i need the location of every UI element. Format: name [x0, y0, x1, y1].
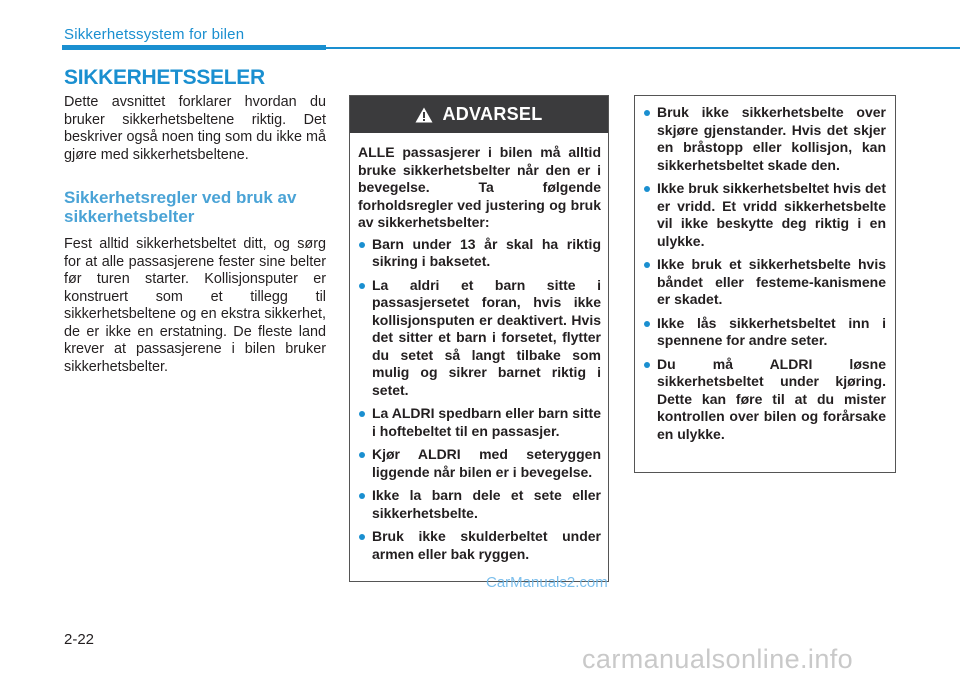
- list-item: Ikke la barn dele et sete eller sikkerhetsbelte.: [358, 487, 601, 522]
- list-item: Bruk ikke skulderbeltet under armen eller bak ryggen.: [358, 528, 601, 563]
- header-rule-thick: [62, 45, 326, 50]
- intro-column: [64, 94, 326, 376]
- header-rule-thin: [326, 47, 960, 49]
- warning-continued-box: [634, 95, 896, 473]
- list-item: Ikke bruk et sikkerhetsbelte hvis båndet eller festeme-kanismene er skadet.: [643, 256, 886, 309]
- intro-paragraph: Dette avsnittet forklarer hvordan du bruker sikkerhetsbeltene riktig. Det beskriver også noen ting som du ikke må gjøre med sikkerhetsbeltene.: [64, 94, 326, 163]
- list-item: La ALDRI spedbarn eller barn sitte i hoftebeltet til en passasjer.: [358, 405, 601, 440]
- list-item: Kjør ALDRI med seteryggen liggende når bilen er i bevegelse.: [358, 446, 601, 481]
- list-item: La aldri et barn sitte i passasjersetet foran, hvis ikke kollisjonsputen er deaktivert. Hvis det sitter et barn i forsetet, flytter du setet så langt tilbake som mulig og sikrer barnet riktig i setet.: [358, 277, 601, 400]
- warning-heading: ADVARSEL: [442, 104, 543, 124]
- list-item: Barn under 13 år skal ha riktig sikring i baksetet.: [358, 236, 601, 271]
- subsection-paragraph: Fest alltid sikkerhetsbeltet ditt, og sørg for at alle passasjerene fester sine belter før turen starter. Kollisjonsputer er konstruert som et tillegg til sikkerhetsbeltene og en ekstra sikkerhet, de er ikke en erstatning. De fleste land krever at passasjerene i bilen bruker sikkerhetsbelter.: [64, 236, 326, 375]
- page-number: 2-22: [64, 631, 95, 648]
- warning-intro: ALLE passasjerer i bilen må alltid bruke sikkerhetsbelter når den er i bevegelse. Ta følgende forholdsregler ved justering og bruk av sikkerhetsbelter:: [358, 144, 601, 230]
- warning-body: [350, 133, 608, 563]
- warning-box: [349, 95, 609, 582]
- list-item: Du må ALDRI løsne sikkerhetsbeltet under kjøring. Dette kan føre til at du mister kontrollen over bilen og forårsake en ulykke.: [643, 356, 886, 444]
- list-item: Ikke lås sikkerhetsbeltet inn i spennene for andre seter.: [643, 315, 886, 350]
- warning-triangle-icon: [415, 107, 433, 123]
- subsection-title: Sikkerhetsregler ved bruk av sikkerhetsbelter: [64, 188, 297, 226]
- list-item: Ikke bruk sikkerhetsbeltet hvis det er vridd. Et vridd sikkerhetsbelte vil ikke beskytte deg riktig i en ulykke.: [643, 180, 886, 250]
- continued-list: [643, 104, 886, 443]
- chapter-title: Sikkerhetssystem for bilen: [64, 26, 245, 43]
- section-title: SIKKERHETSSELER: [64, 66, 265, 89]
- warning-list: [358, 236, 601, 564]
- warning-header: [350, 96, 608, 133]
- list-item: Bruk ikke sikkerhetsbelte over skjøre gjenstander. Hvis det skjer en bråstopp eller kollisjon, kan sikkerhetsbeltet skade den.: [643, 104, 886, 174]
- watermark: CarManuals2.com: [486, 574, 608, 591]
- site-watermark: carmanualsonline.info: [582, 644, 854, 674]
